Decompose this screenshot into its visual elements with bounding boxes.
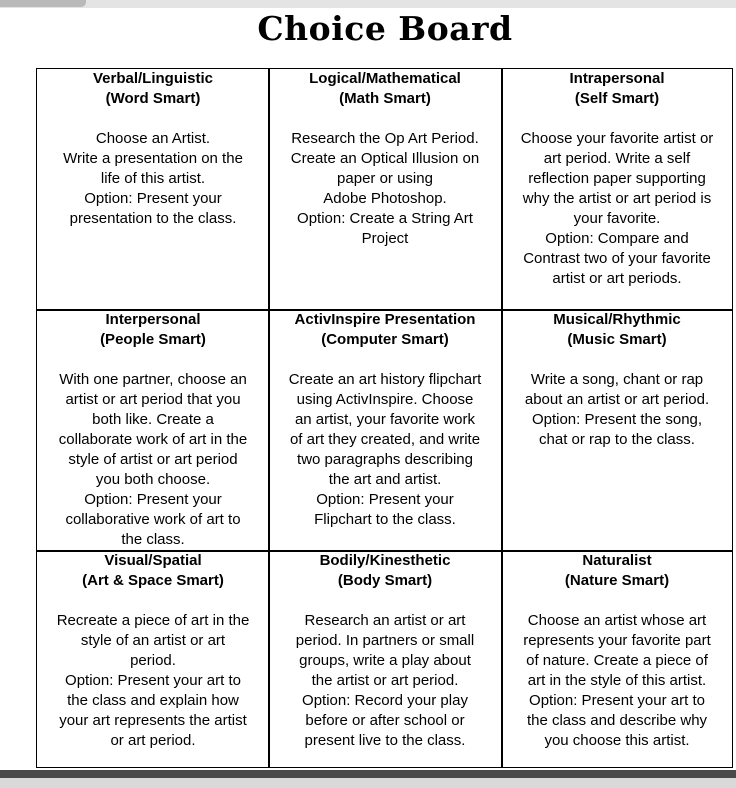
cell-heading: Naturalist (Nature Smart) xyxy=(564,552,670,589)
window-top-bar xyxy=(0,0,736,8)
tab-nub[interactable] xyxy=(0,0,86,7)
cell-body: Recreate a piece of art in the style of an artist or art period. Option: Present your art to the class and explain how your art represents the artist or art period. xyxy=(56,612,250,749)
cell-body: With one partner, choose an artist or art period that you both like. Create a collaborate work of art in the style of artist or art period you both choose. Option: Present your collaborative work of art to the class. xyxy=(58,371,248,548)
window-bottom-strip xyxy=(0,778,736,788)
cell-body: Choose an Artist. Write a presentation on the life of this artist. Option: Present your presentation to the class. xyxy=(63,130,243,227)
cell-body: Research the Op Art Period. Create an Optical Illusion on paper or using Adobe Photoshop. Option: Create a String Art Project xyxy=(290,130,480,247)
cell-heading: Visual/Spatial (Art & Space Smart) xyxy=(82,552,224,589)
cell-heading: Verbal/Linguistic (Word Smart) xyxy=(92,70,214,107)
cell-heading: Bodily/Kinesthetic (Body Smart) xyxy=(319,552,451,589)
cell-naturalist xyxy=(502,551,732,767)
cell-intrapersonal xyxy=(502,69,732,309)
cell-heading: Interpersonal (People Smart) xyxy=(100,311,206,348)
cell-logical-mathematical xyxy=(269,69,501,309)
cell-heading: Intrapersonal (Self Smart) xyxy=(569,70,665,107)
cell-heading: Musical/Rhythmic (Music Smart) xyxy=(553,311,681,348)
cell-verbal-linguistic xyxy=(37,69,269,309)
cell-body: Create an art history flipchart using ActivInspire. Choose an artist, your favorite work of art they created, and write two paragraphs describing the art and artist. Option: Present your Flipchart to the class. xyxy=(288,371,482,528)
choice-board-grid xyxy=(36,68,733,768)
cell-body: Choose an artist whose art represents your favorite part of nature. Create a piece of art in the style of this artist. Option: Present your art to the class and describe why you choose this artist. xyxy=(523,612,711,749)
cell-bodily-kinesthetic xyxy=(269,551,501,767)
window-bottom-bar xyxy=(0,770,736,778)
cell-visual-spatial xyxy=(37,551,269,767)
cell-heading: Logical/Mathematical (Math Smart) xyxy=(309,70,461,107)
cell-body: Choose your favorite artist or art period. Write a self reflection paper supporting why the artist or art period is your favorite. Option: Compare and Contrast two of your favorite artist or art periods. xyxy=(520,130,714,287)
cell-interpersonal xyxy=(37,310,269,550)
cell-heading: ActivInspire Presentation (Computer Smart) xyxy=(294,311,476,348)
cell-activinspire-presentation xyxy=(269,310,501,550)
cell-musical-rhythmic xyxy=(502,310,732,550)
page-title: Choice Board xyxy=(257,9,513,48)
cell-body: Write a song, chant or rap about an artist or art period. Option: Present the song, chat or rap to the class. xyxy=(524,371,710,448)
cell-body: Research an artist or art period. In partners or small groups, write a play about the artist or art period. Option: Record your play before or after school or present live to the class. xyxy=(295,612,475,749)
